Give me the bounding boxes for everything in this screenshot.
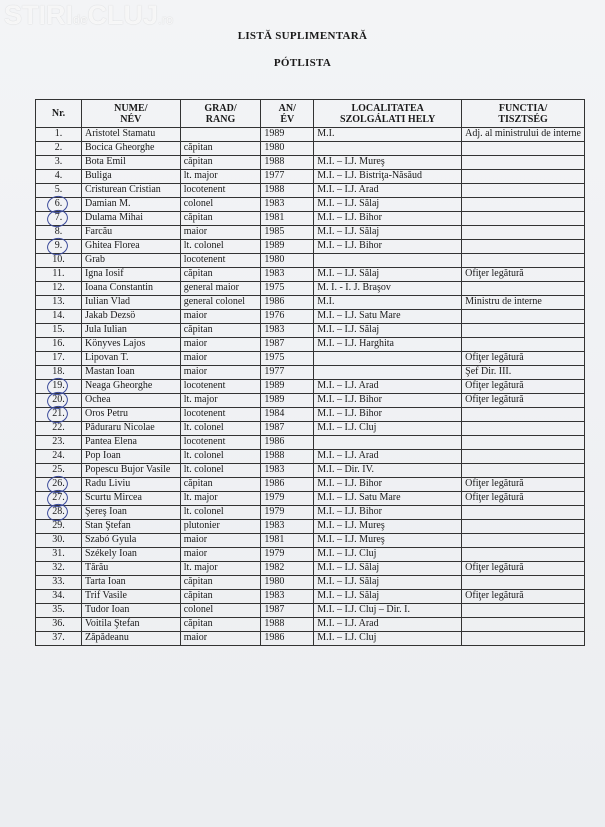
cell-an: 1980 — [261, 254, 314, 268]
cell-grad: căpitan — [180, 268, 261, 282]
cell-loc: M.I. – I.J. Bistriţa-Năsăud — [314, 170, 462, 184]
cell-nr: 19. — [36, 380, 82, 394]
cell-grad: căpitan — [180, 618, 261, 632]
cell-an: 1988 — [261, 184, 314, 198]
cell-an: 1989 — [261, 240, 314, 254]
cell-an: 1989 — [261, 128, 314, 142]
cell-nr: 20. — [36, 394, 82, 408]
cell-nr: 34. — [36, 590, 82, 604]
cell-grad: maior — [180, 338, 261, 352]
cell-nr: 5. — [36, 184, 82, 198]
cell-fn — [462, 520, 585, 534]
cell-nr: 13. — [36, 296, 82, 310]
header-name-line2: NÉV — [120, 113, 142, 125]
cell-grad: maior — [180, 366, 261, 380]
header-name-line1: NUME/ — [114, 102, 148, 114]
document-subtitle: PÓTLISTA — [273, 57, 332, 69]
cell-grad: colonel — [180, 604, 261, 618]
cell-name: Ghitea Florea — [81, 240, 180, 254]
table-row — [36, 184, 585, 198]
cell-an: 1982 — [261, 562, 314, 576]
cell-name: Voitila Ştefan — [81, 618, 180, 632]
cell-name: Jula Iulian — [81, 324, 180, 338]
table-row — [36, 478, 585, 492]
cell-fn — [462, 450, 585, 464]
cell-nr: 4. — [36, 170, 82, 184]
cell-fn — [462, 170, 585, 184]
cell-nr: 15. — [36, 324, 82, 338]
table-row — [36, 590, 585, 604]
cell-an: 1983 — [261, 268, 314, 282]
cell-loc: M.I. – I.J. Arad — [314, 618, 462, 632]
cell-fn — [462, 422, 585, 436]
cell-name: Ioana Constantin — [81, 282, 180, 296]
cell-grad: lt. colonel — [180, 422, 261, 436]
header-fn — [462, 100, 585, 128]
cell-name: Buliga — [81, 170, 180, 184]
cell-name: Zăpădeanu — [81, 632, 180, 646]
cell-grad: maior — [180, 352, 261, 366]
table-row — [36, 450, 585, 464]
table-header-row — [36, 100, 585, 128]
cell-fn — [462, 618, 585, 632]
cell-an: 1976 — [261, 310, 314, 324]
cell-fn — [462, 464, 585, 478]
cell-loc: M.I. – I.J. Arad — [314, 450, 462, 464]
cell-an: 1983 — [261, 198, 314, 212]
table-row — [36, 352, 585, 366]
cell-nr: 22. — [36, 422, 82, 436]
cell-fn — [462, 548, 585, 562]
cell-name: Farcău — [81, 226, 180, 240]
table-row — [36, 324, 585, 338]
header-an — [261, 100, 314, 128]
cell-an: 1979 — [261, 548, 314, 562]
cell-name: Lipovan T. — [81, 352, 180, 366]
cell-nr: 3. — [36, 156, 82, 170]
cell-nr: 1. — [36, 128, 82, 142]
table-row — [36, 562, 585, 576]
cell-fn: Ofiţer legătură — [462, 268, 585, 282]
cell-nr: 8. — [36, 226, 82, 240]
table-row — [36, 618, 585, 632]
cell-grad: căpitan — [180, 142, 261, 156]
cell-loc: M.I. — [314, 128, 462, 142]
cell-grad: lt. major — [180, 170, 261, 184]
cell-fn — [462, 212, 585, 226]
cell-nr: 12. — [36, 282, 82, 296]
header-fn-line2: TISZTSÉG — [498, 113, 548, 125]
cell-loc: M.I. – I.J. Arad — [314, 184, 462, 198]
table-row — [36, 366, 585, 380]
table-row — [36, 464, 585, 478]
watermark-part3: CLUJ — [87, 0, 158, 30]
cell-nr: 37. — [36, 632, 82, 646]
cell-name: Grab — [81, 254, 180, 268]
header-grad — [180, 100, 261, 128]
cell-loc: M.I. – I.J. Sălaj — [314, 562, 462, 576]
document-title: LISTĂ SUPLIMENTARĂ — [237, 30, 368, 42]
cell-nr: 26. — [36, 478, 82, 492]
cell-an: 1984 — [261, 408, 314, 422]
cell-fn — [462, 240, 585, 254]
cell-loc: M.I. – I.J. Arad — [314, 380, 462, 394]
header-name — [81, 100, 180, 128]
header-loc — [314, 100, 462, 128]
cell-an: 1977 — [261, 366, 314, 380]
cell-fn — [462, 282, 585, 296]
cell-fn — [462, 310, 585, 324]
cell-nr: 27. — [36, 492, 82, 506]
cell-nr: 9. — [36, 240, 82, 254]
table-row — [36, 240, 585, 254]
cell-loc — [314, 142, 462, 156]
cell-nr: 24. — [36, 450, 82, 464]
cell-an: 1986 — [261, 478, 314, 492]
cell-nr: 29. — [36, 520, 82, 534]
cell-name: Iulian Vlad — [81, 296, 180, 310]
cell-loc — [314, 352, 462, 366]
header-nr — [36, 100, 82, 128]
cell-an: 1975 — [261, 282, 314, 296]
cell-grad: colonel — [180, 198, 261, 212]
cell-fn — [462, 632, 585, 646]
table-row — [36, 520, 585, 534]
cell-fn: Ofiţer legătură — [462, 352, 585, 366]
cell-an: 1986 — [261, 436, 314, 450]
cell-grad: lt. colonel — [180, 464, 261, 478]
cell-an: 1986 — [261, 296, 314, 310]
cell-nr: 2. — [36, 142, 82, 156]
cell-an: 1987 — [261, 422, 314, 436]
cell-fn: Ofiţer legătură — [462, 562, 585, 576]
header-fn-line1: FUNCTIA/ — [498, 102, 548, 114]
cell-grad: maior — [180, 548, 261, 562]
cell-nr: 10. — [36, 254, 82, 268]
cell-name: Scurtu Mircea — [81, 492, 180, 506]
cell-nr: 17. — [36, 352, 82, 366]
cell-fn: Ofiţer legătură — [462, 478, 585, 492]
cell-loc: M.I. – I.J. Bihor — [314, 240, 462, 254]
cell-fn — [462, 254, 585, 268]
cell-loc: M.I. — [314, 296, 462, 310]
cell-loc: M.I. – I.J. Cluj — [314, 422, 462, 436]
cell-name: Stan Ştefan — [81, 520, 180, 534]
cell-fn: Ministru de interne — [462, 296, 585, 310]
table-row — [36, 576, 585, 590]
cell-loc: M.I. – I.J. Bihor — [314, 506, 462, 520]
table-row — [36, 548, 585, 562]
cell-nr: 11. — [36, 268, 82, 282]
watermark-part1: STIRI — [4, 0, 74, 30]
cell-grad: căpitan — [180, 212, 261, 226]
site-watermark — [4, 0, 173, 31]
header-loc-line1: LOCALITATEA — [351, 102, 424, 114]
cell-name: Tarta Ioan — [81, 576, 180, 590]
cell-an: 1988 — [261, 156, 314, 170]
table-row — [36, 212, 585, 226]
cell-loc: M.I. – I.J. Mureş — [314, 534, 462, 548]
cell-grad: maior — [180, 632, 261, 646]
cell-an: 1987 — [261, 604, 314, 618]
cell-fn: Ofiţer legătură — [462, 380, 585, 394]
cell-grad: lt. colonel — [180, 240, 261, 254]
cell-loc: M.I. – I.J. Bihor — [314, 478, 462, 492]
cell-grad: căpitan — [180, 478, 261, 492]
cell-nr: 21. — [36, 408, 82, 422]
cell-loc: M.I. – I.J. Cluj — [314, 548, 462, 562]
cell-nr: 6. — [36, 198, 82, 212]
header-grad-line1: GRAD/ — [204, 102, 237, 114]
cell-name: Ochea — [81, 394, 180, 408]
cell-loc — [314, 366, 462, 380]
cell-loc: M.I. – I.J. Mureş — [314, 156, 462, 170]
cell-loc: M.I. – I.J. Harghita — [314, 338, 462, 352]
cell-an: 1980 — [261, 576, 314, 590]
cell-nr: 33. — [36, 576, 82, 590]
table-row — [36, 296, 585, 310]
cell-name: Trif Vasile — [81, 590, 180, 604]
cell-nr: 31. — [36, 548, 82, 562]
cell-name: Székely Ioan — [81, 548, 180, 562]
cell-an: 1977 — [261, 170, 314, 184]
cell-name: Cristurean Cristian — [81, 184, 180, 198]
cell-loc: M.I. – I.J. Sălaj — [314, 576, 462, 590]
cell-name: Popescu Bujor Vasile — [81, 464, 180, 478]
cell-grad: locotenent — [180, 184, 261, 198]
cell-grad: căpitan — [180, 590, 261, 604]
cell-fn — [462, 226, 585, 240]
watermark-part2: de — [73, 12, 88, 27]
table-row — [36, 268, 585, 282]
cell-an: 1975 — [261, 352, 314, 366]
cell-name: Szabó Gyula — [81, 534, 180, 548]
cell-grad: lt. major — [180, 492, 261, 506]
cell-name: Mastan Ioan — [81, 366, 180, 380]
table-row — [36, 226, 585, 240]
table-row — [36, 170, 585, 184]
cell-loc: M.I. – I.J. Sălaj — [314, 324, 462, 338]
cell-an: 1981 — [261, 212, 314, 226]
cell-fn — [462, 506, 585, 520]
cell-loc: M.I. – I.J. Sălaj — [314, 226, 462, 240]
cell-loc: M. I. - I. J. Braşov — [314, 282, 462, 296]
table-row — [36, 338, 585, 352]
table-row — [36, 534, 585, 548]
cell-loc: M.I. – I.J. Mureş — [314, 520, 462, 534]
cell-an: 1988 — [261, 450, 314, 464]
cell-fn — [462, 184, 585, 198]
cell-nr: 25. — [36, 464, 82, 478]
cell-name: Pop Ioan — [81, 450, 180, 464]
cell-nr: 28. — [36, 506, 82, 520]
cell-grad: plutonier — [180, 520, 261, 534]
cell-name: Könyves Lajos — [81, 338, 180, 352]
cell-grad: locotenent — [180, 380, 261, 394]
cell-loc: M.I. – I.J. Bihor — [314, 408, 462, 422]
cell-name: Şereş Ioan — [81, 506, 180, 520]
cell-fn — [462, 436, 585, 450]
table-row — [36, 310, 585, 324]
cell-loc: M.I. – I.J. Cluj – Dir. I. — [314, 604, 462, 618]
cell-name: Bota Emil — [81, 156, 180, 170]
cell-name: Igna Iosif — [81, 268, 180, 282]
table-row — [36, 142, 585, 156]
table-row — [36, 492, 585, 506]
table-body — [36, 128, 585, 646]
cell-grad: căpitan — [180, 156, 261, 170]
cell-grad: maior — [180, 534, 261, 548]
cell-fn: Adj. al ministrului de interne — [462, 128, 585, 142]
cell-an: 1981 — [261, 534, 314, 548]
cell-nr: 16. — [36, 338, 82, 352]
table-row — [36, 506, 585, 520]
cell-name: Dulama Mihai — [81, 212, 180, 226]
cell-an: 1980 — [261, 142, 314, 156]
cell-an: 1989 — [261, 380, 314, 394]
cell-grad: maior — [180, 310, 261, 324]
cell-an: 1983 — [261, 520, 314, 534]
header-loc-line2: SZOLGÁLATI HELY — [340, 113, 436, 125]
table-row — [36, 408, 585, 422]
cell-loc — [314, 436, 462, 450]
cell-loc: M.I. – I.J. Cluj — [314, 632, 462, 646]
cell-fn — [462, 156, 585, 170]
cell-name: Tărău — [81, 562, 180, 576]
cell-fn — [462, 534, 585, 548]
cell-grad: lt. major — [180, 562, 261, 576]
table-row — [36, 632, 585, 646]
cell-nr: 14. — [36, 310, 82, 324]
cell-name: Oros Petru — [81, 408, 180, 422]
cell-fn — [462, 198, 585, 212]
cell-name: Tudor Ioan — [81, 604, 180, 618]
cell-loc: M.I. – I.J. Bihor — [314, 394, 462, 408]
cell-loc: M.I. – I.J. Satu Mare — [314, 310, 462, 324]
header-an-line1: AN/ — [278, 102, 296, 114]
cell-name: Jakab Dezsö — [81, 310, 180, 324]
cell-grad: general colonel — [180, 296, 261, 310]
cell-nr: 35. — [36, 604, 82, 618]
cell-loc: M.I. – I.J. Sălaj — [314, 590, 462, 604]
officers-table — [35, 99, 585, 646]
cell-nr: 36. — [36, 618, 82, 632]
table-row — [36, 156, 585, 170]
cell-fn — [462, 338, 585, 352]
cell-name: Damian M. — [81, 198, 180, 212]
cell-an: 1987 — [261, 338, 314, 352]
table-row — [36, 422, 585, 436]
cell-grad: căpitan — [180, 576, 261, 590]
cell-name: Radu Liviu — [81, 478, 180, 492]
cell-grad: locotenent — [180, 408, 261, 422]
cell-fn — [462, 324, 585, 338]
table-row — [36, 380, 585, 394]
cell-grad: locotenent — [180, 436, 261, 450]
cell-fn: Ofiţer legătură — [462, 394, 585, 408]
cell-grad: locotenent — [180, 254, 261, 268]
cell-loc — [314, 254, 462, 268]
watermark-part4: .ro — [158, 12, 174, 27]
cell-an: 1983 — [261, 464, 314, 478]
cell-an: 1983 — [261, 590, 314, 604]
cell-grad: maior — [180, 226, 261, 240]
cell-fn — [462, 408, 585, 422]
cell-loc: M.I. – I.J. Satu Mare — [314, 492, 462, 506]
cell-loc: M.I. – I.J. Bihor — [314, 212, 462, 226]
cell-an: 1985 — [261, 226, 314, 240]
cell-name: Păduraru Nicolae — [81, 422, 180, 436]
header-nr-label: Nr. — [51, 108, 66, 119]
cell-name: Pantea Elena — [81, 436, 180, 450]
cell-nr: 18. — [36, 366, 82, 380]
cell-fn — [462, 576, 585, 590]
cell-an: 1979 — [261, 506, 314, 520]
cell-fn — [462, 604, 585, 618]
cell-an: 1983 — [261, 324, 314, 338]
cell-an: 1988 — [261, 618, 314, 632]
header-an-line2: ÉV — [280, 113, 295, 125]
cell-an: 1989 — [261, 394, 314, 408]
cell-nr: 23. — [36, 436, 82, 450]
cell-fn: Ofiţer legătură — [462, 590, 585, 604]
table-row — [36, 128, 585, 142]
cell-fn — [462, 142, 585, 156]
cell-loc: M.I. – I.J. Sălaj — [314, 268, 462, 282]
cell-grad — [180, 128, 261, 142]
cell-loc: M.I. – I.J. Sălaj — [314, 198, 462, 212]
cell-name: Aristotel Stamatu — [81, 128, 180, 142]
cell-loc: M.I. – Dir. IV. — [314, 464, 462, 478]
cell-grad: lt. colonel — [180, 450, 261, 464]
header-grad-line2: RANG — [205, 113, 236, 125]
cell-name: Neaga Gheorghe — [81, 380, 180, 394]
table-row — [36, 394, 585, 408]
table-row — [36, 436, 585, 450]
cell-grad: lt. colonel — [180, 506, 261, 520]
cell-grad: lt. major — [180, 394, 261, 408]
cell-grad: căpitan — [180, 324, 261, 338]
cell-name: Bocica Gheorghe — [81, 142, 180, 156]
cell-nr: 7. — [36, 212, 82, 226]
cell-grad: general maior — [180, 282, 261, 296]
cell-nr: 32. — [36, 562, 82, 576]
table-row — [36, 254, 585, 268]
table-row — [36, 604, 585, 618]
cell-nr: 30. — [36, 534, 82, 548]
cell-an: 1986 — [261, 632, 314, 646]
cell-fn: Şef Dir. III. — [462, 366, 585, 380]
cell-fn: Ofiţer legătură — [462, 492, 585, 506]
cell-an: 1979 — [261, 492, 314, 506]
table-row — [36, 282, 585, 296]
table-row — [36, 198, 585, 212]
